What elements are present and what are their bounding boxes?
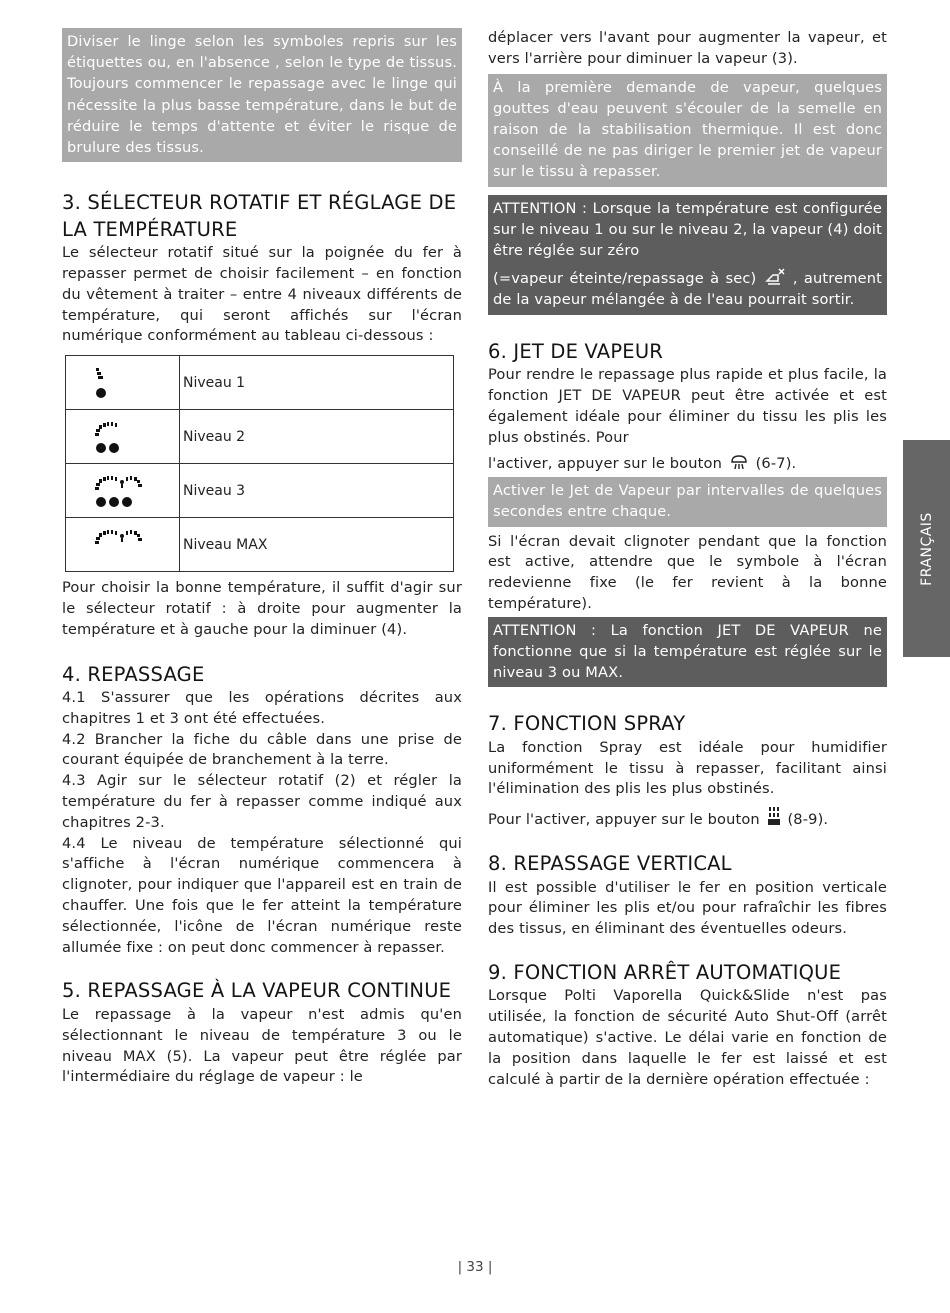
section-6-paragraph-2: Si l'écran devait clignoter pendant que la fonction est active, attendre que le symbole à l'écran redevienne fixe (le fer revient à la bonne température). bbox=[488, 532, 887, 612]
section-8-paragraph-1: Il est possible d'utiliser le fer en position verticale pour éliminer les plis et/ou pour rafraîchir les fibres des tissus, en éliminant des éventuelles odeurs. bbox=[488, 878, 887, 938]
level-3-label: Niveau 3 bbox=[180, 464, 454, 518]
steam-attention-box bbox=[488, 195, 887, 315]
left-column bbox=[62, 28, 462, 1088]
section-3-paragraph-2: Pour choisir la bonne température, il suffit d'agir sur le sélecteur rotatif : à droite pour augmenter la température et à gauche pour la diminuer (4). bbox=[62, 579, 462, 638]
section-8-title: 8. REPASSAGE VERTICAL bbox=[488, 852, 732, 875]
language-side-tab bbox=[903, 440, 950, 657]
section-4-item-2: 4.2 Brancher la fiche du câble dans une prise de courant équipée de branchement à la terre. bbox=[62, 730, 462, 769]
section-3-paragraph-1: Le sélecteur rotatif situé sur la poignée du fer à repasser permet de choisir facilement – en fonction du vêtement à traiter – entre 4 niveaux différents de température, qui seront affichés sur l'écran numérique conformément au tableau ci-dessous : bbox=[62, 244, 462, 345]
steam-attention-text-3: , autrement de la vapeur mélangée à de l'eau pourrait sortir. bbox=[493, 270, 882, 309]
section-4-item-1: 4.1 S'assurer que les opérations décrites aux chapitres 1 et 3 ont été effectuées. bbox=[62, 689, 462, 727]
section-6-title: 6. JET DE VAPEUR bbox=[488, 339, 664, 363]
table-row bbox=[66, 410, 454, 464]
section-4-title: 4. REPASSAGE bbox=[62, 662, 205, 686]
level-2-label: Niveau 2 bbox=[180, 410, 454, 464]
page-number: | 33 | bbox=[457, 1259, 493, 1275]
table-row bbox=[66, 356, 454, 410]
level-max-label: Niveau MAX bbox=[180, 518, 454, 572]
section-4-item-3: 4.3 Agir sur le sélecteur rotatif (2) et régler la température du fer à repasser comme indiqué aux chapitres 2-3. bbox=[62, 772, 462, 831]
table-row bbox=[66, 464, 454, 518]
steam-note-box: À la première demande de vapeur, quelques gouttes d'eau peuvent s'écouler de la semelle en raison de la stabilisation thermique. Il est donc conseillé de ne pas diriger le premier jet de vapeur sur le tissu à repasser. bbox=[488, 74, 887, 187]
section-7-paragraph-1: La fonction Spray est idéale pour humidifier uniformément le tissu à repasser, facilitant ainsi l'élimination des plis les plus obstinés. bbox=[488, 738, 887, 798]
section-6-text-c: (6-7). bbox=[755, 455, 797, 473]
section-7-title: 7. FONCTION SPRAY bbox=[488, 712, 686, 736]
level-3-icon-cell bbox=[66, 464, 180, 518]
section-5-paragraph-1: Le repassage à la vapeur n'est admis qu'en sélectionnant le niveau de température 3 ou le niveau MAX (5). La vapeur peut être réglée par l'intermédiaire du réglage de vapeur : le bbox=[62, 1005, 462, 1086]
level-1-icon-cell bbox=[66, 356, 180, 410]
steam-attention-line-2 bbox=[493, 267, 882, 310]
section-5-title: 5. REPASSAGE À LA VAPEUR CONTINUE bbox=[62, 979, 452, 1003]
temperature-level-3-icon bbox=[92, 474, 152, 508]
section-9-paragraph-1: Lorsque Polti Vaporella Quick&Slide n'est pas utilisée, la fonction de sécurité Auto Shut-Off (arrêt automatique) s'active. Le délai varie en fonction de la position dans laquelle le fer est laissé et est calculé à partir de la dernière opération effectuée : bbox=[488, 987, 887, 1088]
steam-shot-note-box: Activer le Jet de Vapeur par intervalles de quelques secondes entre chaque. bbox=[488, 477, 887, 526]
level-max-icon-cell bbox=[66, 518, 180, 572]
section-9-title: 9. FONCTION ARRÊT AUTOMATIQUE bbox=[488, 960, 842, 984]
temperature-level-table bbox=[65, 355, 454, 572]
steam-off-icon bbox=[765, 267, 785, 285]
steam-shot-attention-box: ATTENTION : La fonction JET DE VAPEUR ne fonctionne que si la température est réglée sur le niveau 3 ou MAX. bbox=[488, 617, 887, 688]
section-7-text-b: Pour l'activer, appuyer sur le bouton bbox=[488, 811, 760, 829]
temperature-level-max-icon bbox=[92, 528, 152, 562]
section-7-paragraph-1b bbox=[488, 806, 887, 831]
section-7-text-c: (8-9). bbox=[787, 811, 829, 829]
section-4-item-4: 4.4 Le niveau de température sélectionné qui s'affiche à l'écran numérique commencera à clignoter, pour indiquer que l'appareil est en train de chauffer. Une fois que le fer atteint la température sélectionnée, l'icône de l'écran numérique reste allumée fixe : on peut donc commencer à repasser. bbox=[62, 834, 462, 956]
temperature-level-2-icon bbox=[92, 420, 152, 454]
temperature-level-1-icon bbox=[92, 366, 152, 400]
right-column bbox=[488, 28, 887, 1090]
language-label: FRANÇAIS bbox=[918, 511, 935, 586]
steam-shot-icon bbox=[729, 454, 749, 470]
steam-attention-text-1: ATTENTION : Lorsque la température est configurée sur le niveau 1 ou sur le niveau 2, la vapeur (4) doit être réglée sur zéro bbox=[493, 199, 882, 260]
section-6-text-b: l'activer, appuyer sur le bouton bbox=[488, 455, 722, 473]
level-1-label: Niveau 1 bbox=[180, 356, 454, 410]
intro-note-box: Diviser le linge selon les symboles repris sur les étiquettes ou, en l'absence , selon le type de tissus. Toujours commencer le repassage avec le linge qui nécessite la plus basse température, dans le but de réduire le temps d'attente et éviter le risque de brulure des tissus. bbox=[62, 28, 462, 162]
steam-attention-text-2: (=vapeur éteinte/repassage à sec) bbox=[493, 270, 757, 288]
section-6-paragraph-1b bbox=[488, 454, 887, 475]
section-6-paragraph-1: Pour rendre le repassage plus rapide et plus facile, la fonction JET DE VAPEUR peut être activée et est également idéale pour éliminer du tissu les plis les plus obstinés. Pour bbox=[488, 366, 887, 446]
spray-icon bbox=[767, 806, 781, 826]
level-2-icon-cell bbox=[66, 410, 180, 464]
section-3-title: 3. SÉLECTEUR ROTATIF ET RÉGLAGE DE LA TEMPÉRATURE bbox=[62, 191, 457, 241]
section-5-continuation: déplacer vers l'avant pour augmenter la vapeur, et vers l'arrière pour diminuer la vapeur (3). bbox=[488, 29, 887, 67]
table-row bbox=[66, 518, 454, 572]
